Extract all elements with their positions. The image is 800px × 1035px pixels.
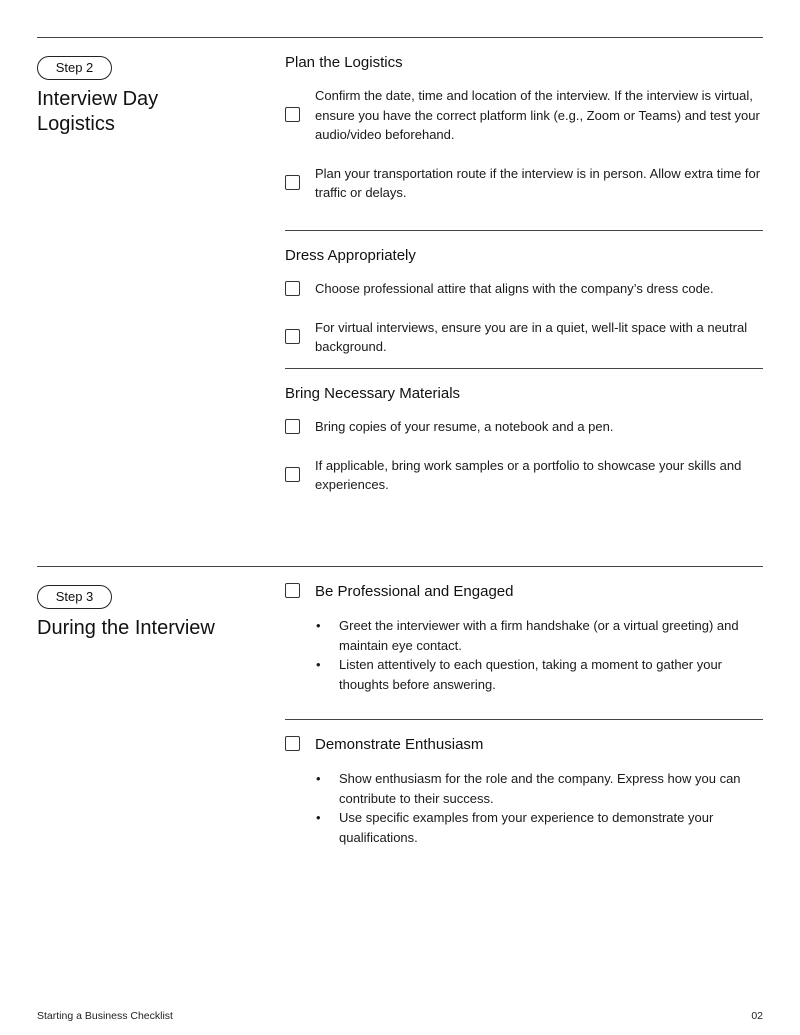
step-2-header — [37, 56, 267, 137]
checkbox[interactable] — [285, 107, 300, 122]
bullet-item: • Use specific examples from your experience to demonstrate your qualifications. — [339, 808, 763, 847]
checklist-item — [285, 279, 763, 299]
step-3-badge: Step 3 — [37, 585, 112, 609]
checkbox[interactable] — [285, 736, 300, 751]
group-bring-materials — [285, 368, 763, 508]
group-professional-engaged — [285, 582, 763, 719]
group-title: Demonstrate Enthusiasm — [315, 736, 484, 753]
bullet-list — [285, 616, 763, 694]
checklist-item-text: Plan your transportation route if the interview is in person. Allow extra time for traffic or delays. — [315, 165, 761, 200]
checklist-item-text: If applicable, bring work samples or a portfolio to showcase your skills and experiences. — [315, 457, 742, 492]
group-title: Plan the Logistics — [285, 54, 403, 71]
bullet-list — [285, 769, 763, 847]
checklist-item — [285, 417, 763, 437]
checkbox[interactable] — [285, 467, 300, 482]
checklist-item-text: Confirm the date, time and location of the interview. If the interview is virtual, ensure you have the correct platform link (e.g., Zoom or Teams) and test your audio/video beforehand. — [315, 88, 760, 142]
group-title: Be Professional and Engaged — [315, 583, 514, 600]
step-3-section — [37, 566, 763, 845]
checklist-item — [285, 86, 763, 145]
group-plan-logistics — [285, 53, 763, 230]
checkbox[interactable] — [285, 329, 300, 344]
group-title: Bring Necessary Materials — [285, 385, 461, 402]
checkbox[interactable] — [285, 281, 300, 296]
checkbox[interactable] — [285, 175, 300, 190]
footer-page-number: 02 — [751, 1010, 763, 1022]
bullet-item: • Greet the interviewer with a firm handshake (or a virtual greeting) and maintain eye contact. — [339, 616, 763, 655]
checklist-item-text: For virtual interviews, ensure you are in a quiet, well-lit space with a neutral background. — [315, 319, 748, 354]
step-3-title-line-1: During the Interview — [37, 617, 215, 639]
checkbox[interactable] — [285, 419, 300, 434]
step-2-title — [37, 87, 267, 137]
checklist-item-text: Choose professional attire that aligns with the company’s dress code. — [315, 281, 714, 296]
checklist-item — [285, 164, 763, 203]
step-3-title — [37, 616, 267, 641]
bullet-item: • Listen attentively to each question, taking a moment to gather your thoughts before answering. — [339, 655, 763, 694]
checkbox[interactable] — [285, 583, 300, 598]
checklist-heading-item — [285, 735, 763, 755]
step-2-title-line-1: Interview Day — [37, 88, 159, 110]
step-3-checklist — [285, 567, 763, 859]
step-2-section — [37, 37, 763, 492]
group-title: Dress Appropriately — [285, 247, 416, 264]
group-dress-appropriately — [285, 230, 763, 368]
step-2-badge: Step 2 — [37, 56, 112, 80]
step-2-title-line-2: Logistics — [37, 113, 115, 135]
step-2-checklist — [285, 38, 763, 508]
checklist-heading-item — [285, 582, 763, 602]
bullet-item: • Show enthusiasm for the role and the company. Express how you can contribute to their success. — [339, 769, 763, 808]
group-demonstrate-enthusiasm — [285, 719, 763, 859]
checklist-item — [285, 456, 763, 495]
footer-document-title: Starting a Business Checklist — [37, 1010, 173, 1022]
checklist-item-text: Bring copies of your resume, a notebook and a pen. — [315, 419, 614, 434]
step-3-header — [37, 585, 267, 641]
checklist-item — [285, 318, 763, 357]
